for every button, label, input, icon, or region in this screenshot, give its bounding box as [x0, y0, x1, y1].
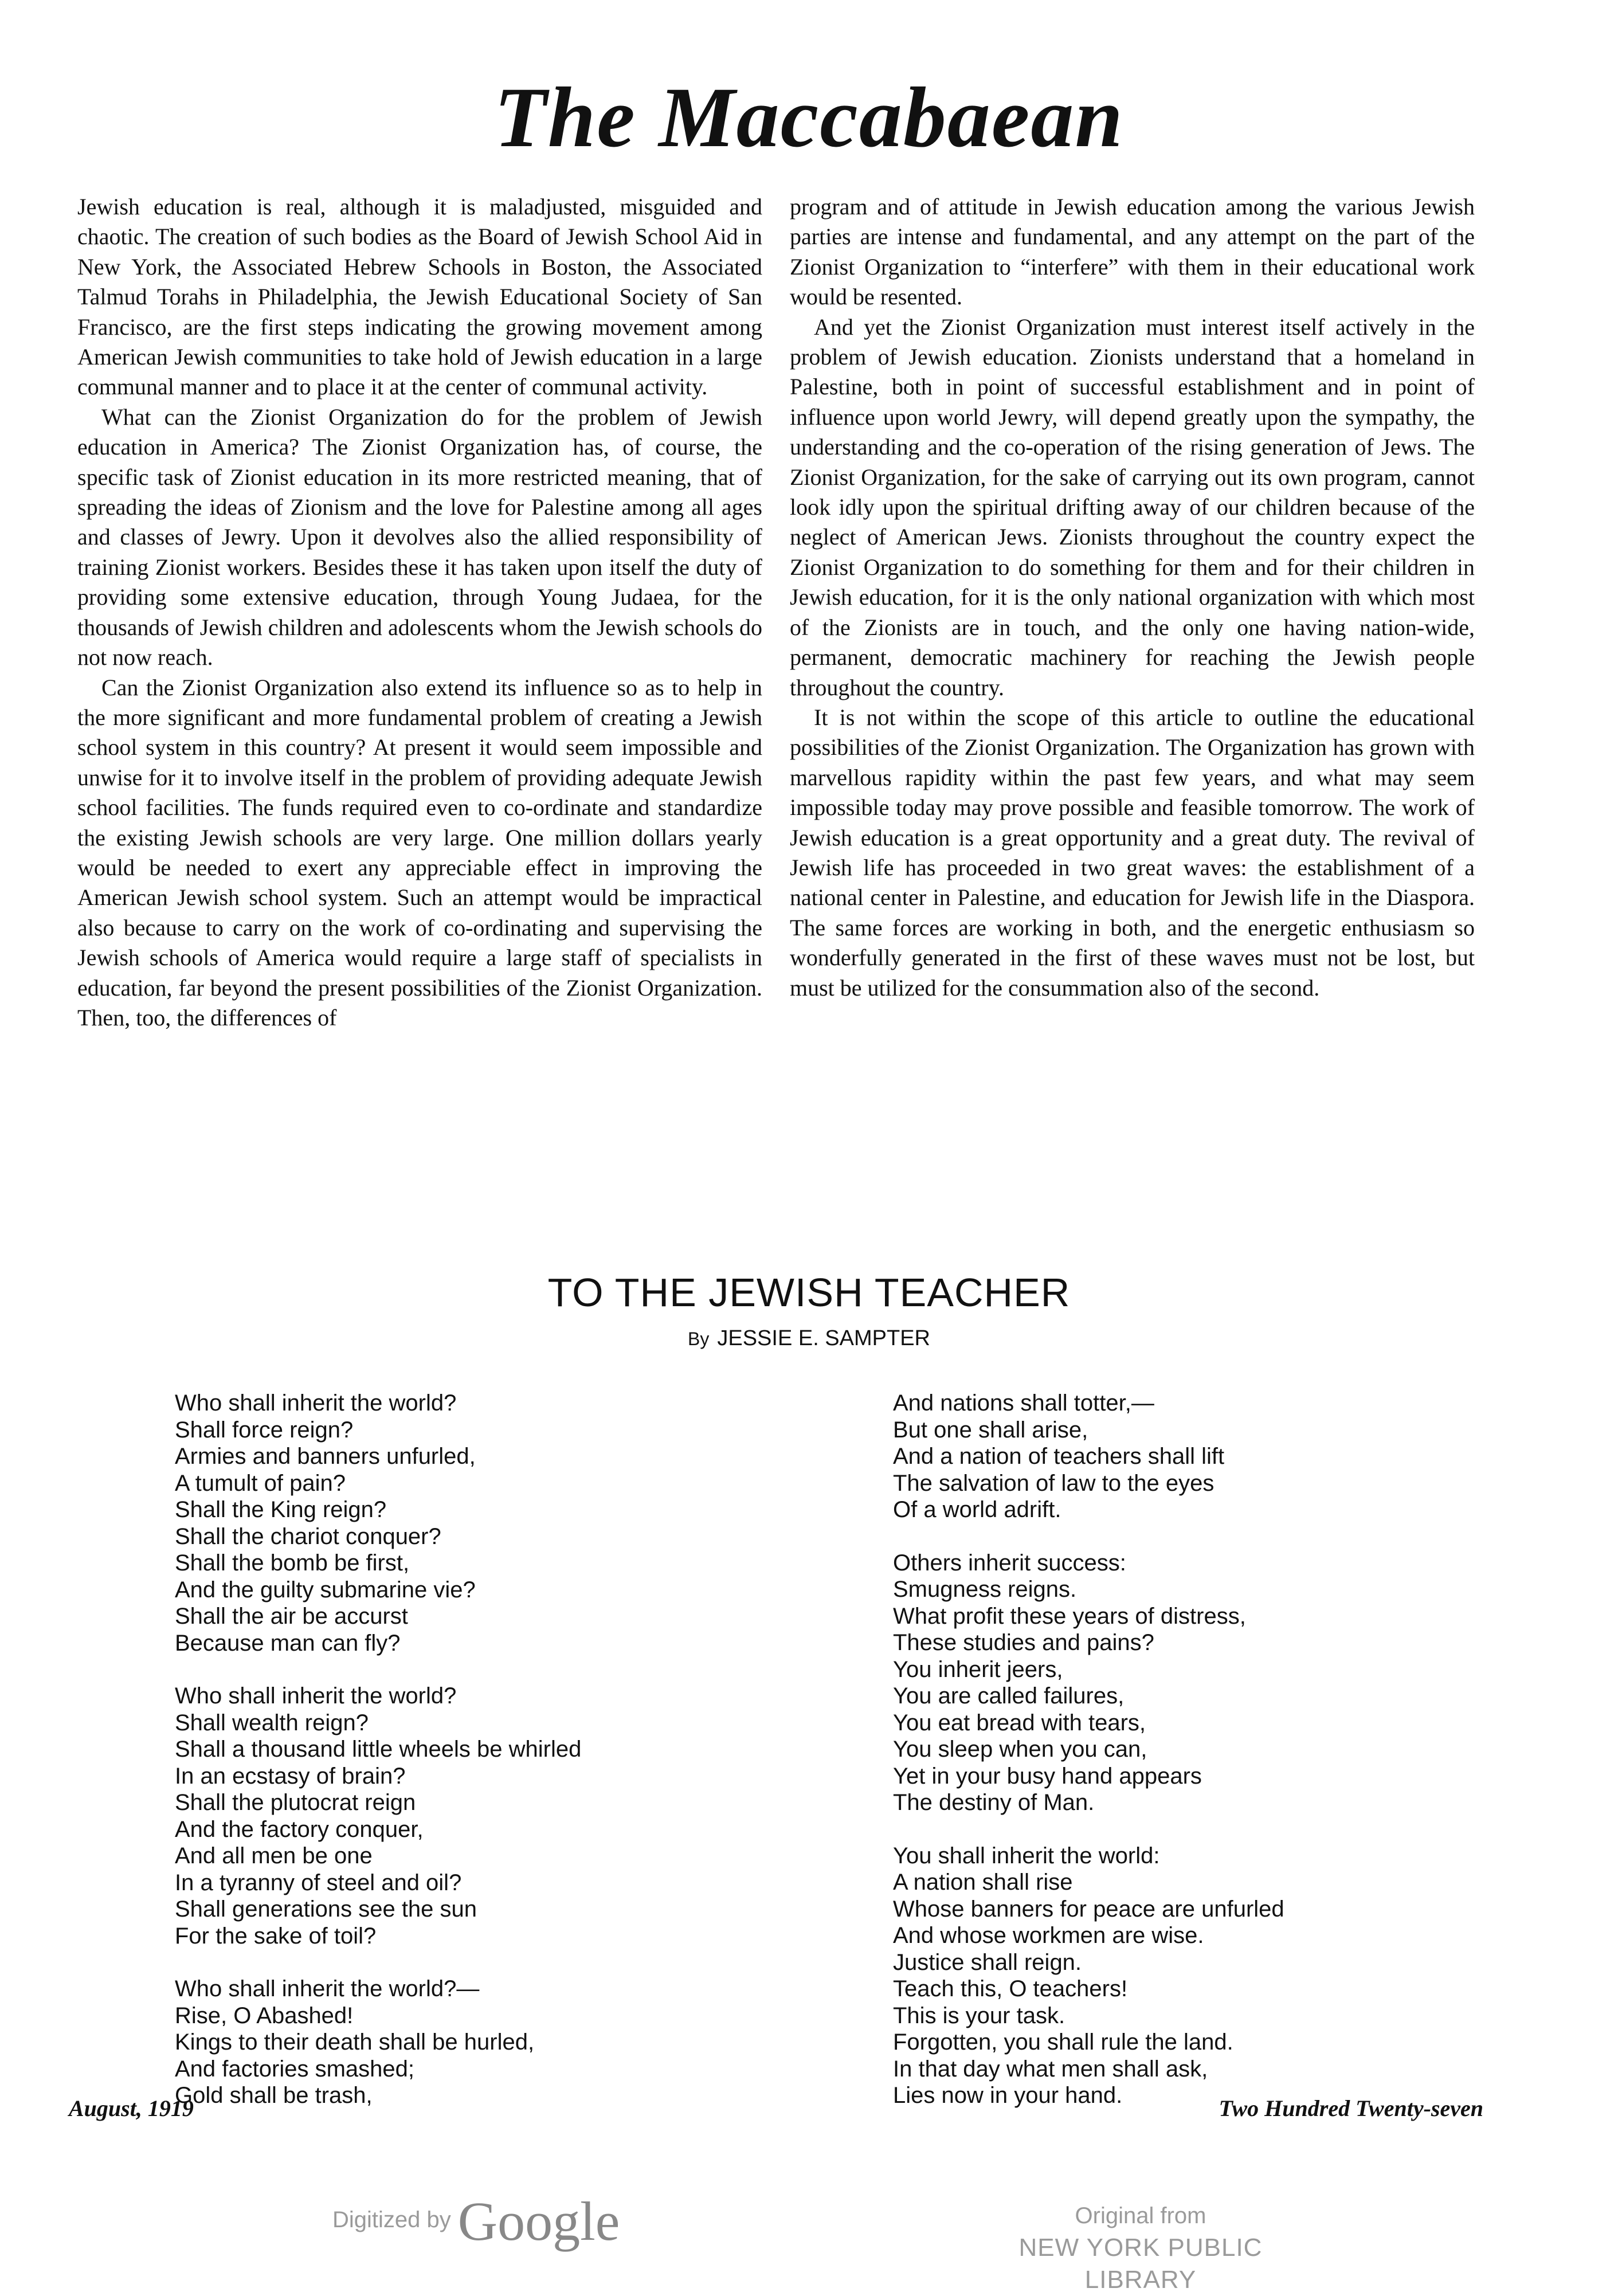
poem-line: This is your task.	[893, 2003, 1065, 2028]
poem-line: You inherit jeers,	[893, 1656, 1063, 1682]
poem-line: In that day what men shall ask,	[893, 2056, 1208, 2082]
poem-line: And a nation of teachers shall lift	[893, 1444, 1225, 1469]
poem-line: Shall generations see the sun	[175, 1897, 477, 1922]
poem-line: And nations shall totter,—	[893, 1390, 1154, 1416]
poem-line: What profit these years of distress,	[893, 1603, 1246, 1629]
poem-stanza	[893, 1550, 1284, 1816]
poem-line: Shall the plutocrat reign	[175, 1790, 416, 1815]
poem-line: But one shall arise,	[893, 1417, 1088, 1443]
poem-line: Shall the air be accurst	[175, 1604, 408, 1629]
article-paragraph: What can the Zionist Organization do for the problem of Jewish education in America? The Zionist Organization has, of course, the specific task of Zionist education in its more restricted meaning, that of spreading the ideas of Zionism and the love for Palestine among all ages and classes of Jewry. Upon it devolves also the allied responsibility of training Zionist workers. Besides these it has taken upon itself the duty of providing some extensive education, through Young Judaea, for the thousands of Jewish children and adolescents whom the Jewish schools do not now reach.	[77, 403, 762, 671]
poem-line: Shall the bomb be first,	[175, 1550, 410, 1576]
poem-column-right	[893, 1390, 1284, 2109]
poem-line: Who shall inherit the world?	[175, 1683, 457, 1709]
issue-date: August, 1919	[69, 2095, 194, 2121]
poem-stanza	[893, 1390, 1284, 1523]
poem-line: You shall inherit the world:	[893, 1843, 1160, 1868]
poem-line: Gold shall be trash,	[175, 2083, 373, 2108]
poem-line: Forgotten, you shall rule the land.	[893, 2029, 1233, 2055]
poem-line: Whose banners for peace are unfurled	[893, 1896, 1284, 1922]
poem-line: Shall a thousand little wheels be whirled	[175, 1737, 582, 1762]
poem-line: Yet in your busy hand appears	[893, 1763, 1202, 1789]
poem-author: JESSIE E. SAMPTER	[717, 1326, 930, 1350]
poem-line: Rise, O Abashed!	[175, 2003, 354, 2028]
page-number: Two Hundred Twenty-seven	[1219, 2095, 1483, 2121]
digitizer-logo: Google	[457, 2191, 620, 2252]
article-column-right	[790, 192, 1475, 1003]
original-from-label: Original from	[1075, 2203, 1206, 2228]
poem-line: Because man can fly?	[175, 1630, 401, 1656]
original-source-watermark	[969, 2200, 1313, 2296]
poem-line: Of a world adrift.	[893, 1497, 1061, 1522]
poem-line: For the sake of toil?	[175, 1923, 377, 1949]
article-column-left	[77, 192, 762, 1033]
poem-line: Armies and banners unfurled,	[175, 1444, 476, 1469]
article-paragraph: It is not within the scope of this article to outline the educational possibilities of the Zionist Organization. The Organization has grown with marvellous rapidity within the past few years, and what may seem impossible today may prove possible and feasible tomorrow. The work of Jewish education is a great opportunity and a great duty. The revival of Jewish life has proceeded in two great waves: the establishment of a national center in Palestine, and education for Jewish life in the Diaspora. The same forces are working in both, and the energetic enthusiasm so wonderfully generated in the first of these waves must not be lost, but must be utilized for the consummation also of the second.	[790, 704, 1475, 1001]
poem-line: Kings to their death shall be hurled,	[175, 2029, 535, 2055]
poem-line: In an ecstasy of brain?	[175, 1763, 406, 1789]
poem-line: Shall the King reign?	[175, 1497, 387, 1522]
poem-line: And the guilty submarine vie?	[175, 1577, 476, 1603]
poem-column-left	[175, 1390, 581, 2109]
poem-line: Lies now in your hand.	[893, 2083, 1123, 2108]
poem-line: Shall force reign?	[175, 1417, 354, 1443]
poem-line: A tumult of pain?	[175, 1470, 346, 1496]
poem-line: Who shall inherit the world?—	[175, 1976, 480, 2001]
poem-line: You sleep when you can,	[893, 1737, 1147, 1762]
masthead-title: The Maccabaean	[494, 70, 1124, 165]
poem-line: The destiny of Man.	[893, 1790, 1095, 1815]
poem-byline	[0, 1324, 1618, 1353]
poem-line: The salvation of law to the eyes	[893, 1470, 1215, 1496]
digitized-by-watermark	[332, 2189, 620, 2253]
poem-line: And all men be one	[175, 1843, 373, 1868]
byline-prefix: By	[688, 1329, 710, 1349]
poem-title: TO THE JEWISH TEACHER	[547, 1270, 1071, 1315]
poem-line: And whose workmen are wise.	[893, 1923, 1204, 1948]
article-paragraph: And yet the Zionist Organization must interest itself actively in the problem of Jewish education. Zionists understand that a homeland in Palestine, both in point of successful establishment and in point of influence upon world Jewry, will depend greatly upon the sympathy, the understanding and the co-operation of the rising generation of Jews. The Zionist Organization, for the sake of carrying out its own program, cannot look idly upon the spiritual drifting away of our children because of the neglect of American Jews. Zionists throughout the country expect the Zionist Organization to do something for them and for their children in Jewish education, for it is the only national organization with which most of the Zionists are in touch, and the only one having nation-wide, permanent, democratic machinery for reaching the Jewish people throughout the country.	[790, 314, 1475, 700]
poem-line: Others inherit success:	[893, 1550, 1126, 1576]
library-name: NEW YORK PUBLIC LIBRARY	[1018, 2234, 1263, 2294]
digitized-by-label: Digitized by	[332, 2207, 451, 2233]
poem-line: A nation shall rise	[893, 1870, 1073, 1895]
poem-line: Justice shall reign.	[893, 1949, 1082, 1975]
poem-line: And the factory conquer,	[175, 1816, 424, 1842]
poem-stanza	[175, 1683, 581, 1949]
poem-line: Shall wealth reign?	[175, 1710, 369, 1735]
poem-stanza	[893, 1843, 1284, 2109]
article-paragraph: program and of attitude in Jewish education among the various Jewish parties are intense and fundamental, and any attempt on the part of the Zionist Organization to “interfere” with them in their educational work would be resented.	[790, 194, 1475, 310]
poem-line: In a tyranny of steel and oil?	[175, 1870, 462, 1895]
article-paragraph: Jewish education is real, although it is maladjusted, misguided and chaotic. The creation of such bodies as the Board of Jewish School Aid in New York, the Associated Hebrew Schools in Boston, the Associated Talmud Torahs in Philadelphia, the Jewish Educational Society of San Francisco, are the first steps indicating the growing movement among American Jewish communities to take hold of Jewish education in a large communal manner and to place it at the center of communal activity.	[77, 194, 762, 400]
poem-line: These studies and pains?	[893, 1630, 1154, 1655]
poem-stanza	[175, 1390, 581, 1656]
poem-line: Who shall inherit the world?	[175, 1390, 457, 1416]
article-paragraph: Can the Zionist Organization also extend its influence so as to help in the more significant and more fundamental problem of creating a Jewish school system in this country? At present it would seem impossible and unwise for it to involve itself in the problem of providing adequate Jewish school facilities. The funds required even to co-ordinate and standardize the existing Jewish schools are very large. One million dollars yearly would be needed to exert any appreciable effect in improving the American Jewish school system. Such an attempt would be impractical also because to carry on the work of co-ordinating and supervising the Jewish schools of America would require a large staff of specialists in education, far beyond the present possibilities of the Zionist Organization. Then, too, the differences of	[77, 674, 762, 1031]
poem-line: And factories smashed;	[175, 2056, 414, 2082]
poem-line: You are called failures,	[893, 1683, 1125, 1709]
poem-stanza	[175, 1976, 581, 2109]
poem-line: Smugness reigns.	[893, 1577, 1077, 1602]
poem-line: Teach this, O teachers!	[893, 1976, 1128, 2001]
poem-line: Shall the chariot conquer?	[175, 1523, 441, 1549]
poem-line: You eat bread with tears,	[893, 1710, 1146, 1735]
